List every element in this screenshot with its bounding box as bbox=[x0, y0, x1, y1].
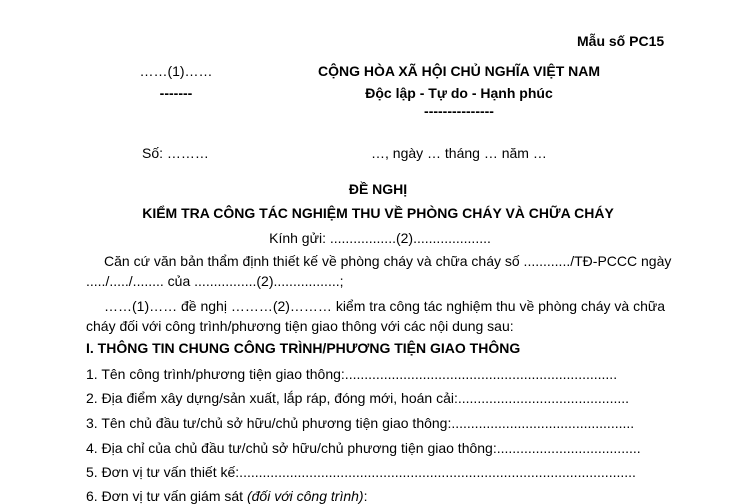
list-item-suffix: : bbox=[363, 488, 368, 504]
recipient-line: Kính gửi: .................(2).................... bbox=[269, 230, 491, 246]
document-type: ĐỀ NGHỊ bbox=[348, 181, 408, 197]
issuer-dashes: ------- bbox=[159, 85, 193, 101]
paragraph-2-line-1: ……(1)…… đề nghị ………(2)……… kiểm tra công tác nghiệm thu về phòng cháy và chữa bbox=[104, 298, 666, 314]
list-item: 3. Tên chủ đầu tư/chủ sở hữu/chủ phương tiện giao thông:............................................... bbox=[86, 415, 635, 431]
document-number: Số: ……… bbox=[142, 145, 209, 161]
issuer-placeholder: ……(1)…… bbox=[139, 63, 213, 79]
section-heading: I. THÔNG TIN CHUNG CÔNG TRÌNH/PHƯƠNG TIỆN GIAO THÔNG bbox=[86, 340, 521, 356]
list-item: 4. Địa chỉ của chủ đầu tư/chủ sở hữu/chủ phương tiện giao thông:..................................... bbox=[86, 440, 641, 456]
national-motto: Độc lập - Tự do - Hạnh phúc bbox=[365, 85, 553, 101]
list-item: 2. Địa điểm xây dựng/sản xuất, lắp ráp, đóng mới, hoán cải:............................................ bbox=[86, 390, 630, 406]
list-item-note: (đối với công trình) bbox=[246, 488, 364, 504]
country-name: CỘNG HÒA XÃ HỘI CHỦ NGHĨA VIỆT NAM bbox=[317, 63, 601, 79]
list-item bbox=[86, 489, 367, 503]
motto-dashes: --------------- bbox=[424, 103, 494, 119]
list-item-text: 6. Đơn vị tư vấn giám sát bbox=[86, 488, 247, 504]
document-date: …, ngày … tháng … năm … bbox=[371, 145, 547, 161]
paragraph-2-line-2: cháy đối với công trình/phương tiện giao thông với các nội dung sau: bbox=[86, 318, 514, 334]
list-item: 1. Tên công trình/phương tiện giao thông:...................................................................... bbox=[86, 366, 618, 382]
paragraph-1-line-1: Căn cứ văn bản thẩm định thiết kế về phòng cháy và chữa cháy số ............/TĐ-PCCC ngày bbox=[104, 253, 672, 269]
document-title: KIỂM TRA CÔNG TÁC NGHIỆM THU VỀ PHÒNG CHÁY VÀ CHỮA CHÁY bbox=[142, 205, 614, 221]
list-item: 5. Đơn vị tư vấn thiết kế:...................................................................................................... bbox=[86, 464, 636, 480]
form-code: Mẫu số PC15 bbox=[577, 33, 665, 49]
paragraph-1-line-2: ...../...../........ của ................(2).................; bbox=[86, 273, 344, 289]
